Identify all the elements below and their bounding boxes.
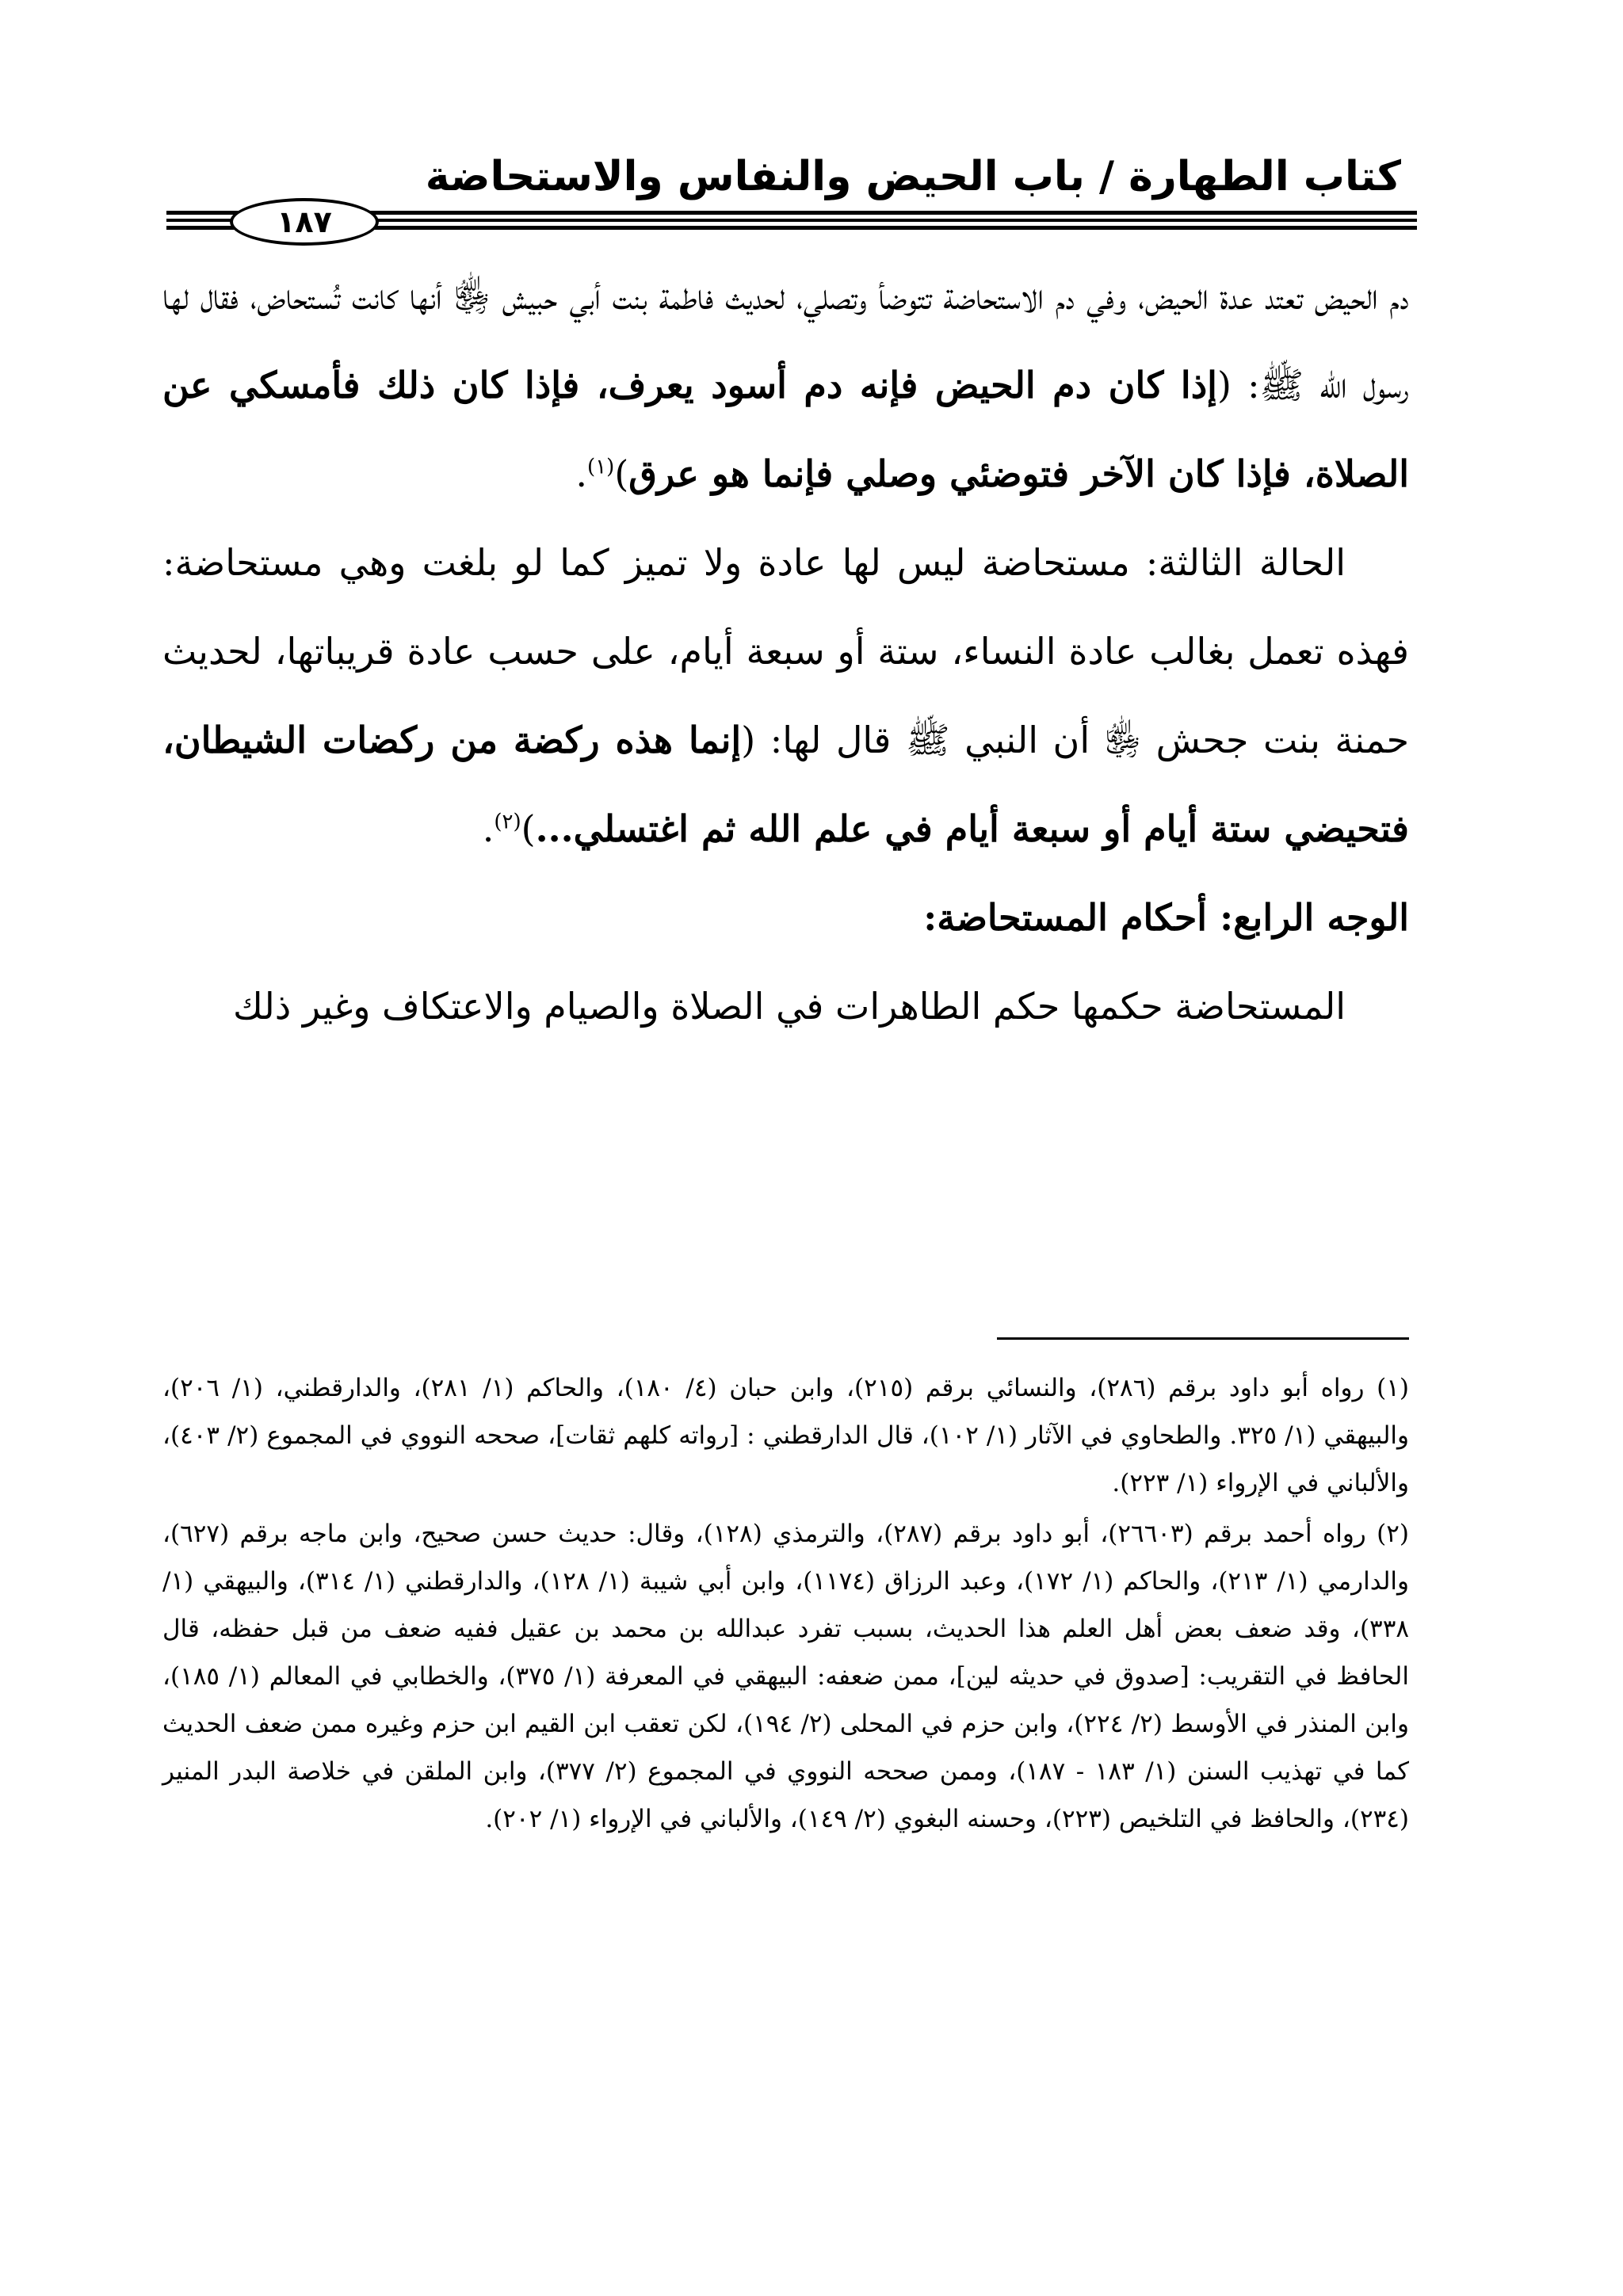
footnotes [162,1364,1409,1846]
text-run: . [575,452,588,495]
page-number: ١٨٧ [230,198,379,246]
hadith-quote: إذا كان دم الحيض فإنه دم أسود يعرف، فإذا كان ذلك فأمسكي عن الصلاة، فإذا كان الآخر فتوضئي وصلي فإنما هو عرق [162,364,1409,495]
text-run: ) [614,452,629,495]
footnote-1: (١) رواه أبو داود برقم (٢٨٦)، والنسائي برقم (٢١٥)، وابن حبان (٤/ ١٨٠)، والحاكم (١/ ٢٨١)، والدارقطني، (١/ ٢٠٦)، والبيهقي (١/ ٣٢٥. والطحاوي في الآثار (١/ ١٠٢)، قال الدارقطني : [رواته كلهم ثقات]، صححه النووي في المجموع (٢/ ٤٠٣)، والألباني في الإرواء (١/ ٢٢٣). [162,1374,1409,1497]
paragraph [162,252,1409,518]
footnote-ref-1[interactable]: (١) [587,455,615,479]
section-heading: الوجه الرابع: أحكام المستحاضة: [923,896,1409,939]
footnote-separator [997,1337,1409,1340]
text-run: ) [521,807,536,850]
paragraph [162,518,1409,873]
header-rule [166,204,1417,239]
running-header-title: كتاب الطهارة / باب الحيض والنفاس والاستحاضة [425,153,1401,200]
paragraph: المستحاضة حكمها حكم الطاهرات في الصلاة والصيام والاعتكاف وغير ذلك [232,985,1346,1028]
text-run: دم الحيض تعتد عدة الحيض، وفي دم الاستحاضة تتوضأ وتصلي، لحديث فاطمة بنت أبي حبيش ﵂ أنها كانت تُستحاض، فقال لها رسول الله ﷺ: ( [162,275,1409,406]
text-run: الحالة الثالثة: مستحاضة ليس لها عادة ولا تميز كما لو بلغت وهي مستحاضة: فهذه تعمل بغالب عادة النساء، ستة أو سبعة أيام، على حسب عادة قريباتها، لحديث حمنة بنت جحش ﵂ أن النبي ﷺ قال لها: ( [162,541,1409,761]
text-run: . [482,807,495,850]
footnote-ref-2[interactable]: (٢) [494,810,521,834]
main-text [162,252,1409,1051]
hadith-quote: إنما هذه ركضة من ركضات الشيطان، فتحيضي ستة أيام أو سبعة أيام في علم الله ثم اغتسلي... [162,719,1409,850]
footnote-2: (٢) رواه أحمد برقم (٢٦٦٠٣)، أبو داود برقم (٢٨٧)، والترمذي (١٢٨)، وقال: حديث حسن صحيح، وابن ماجه برقم (٦٢٧)، والدارمي (١/ ٢١٣)، والحاكم (١/ ١٧٢)، وعبد الرزاق (١١٧٤)، وابن أبي شيبة (١/ ١٢٨)، والدارقطني (١/ ٣١٤)، والبيهقي (١/ ٣٣٨)، وقد ضعف بعض أهل العلم هذا الحديث، بسبب تفرد عبدالله بن محمد بن عقيل ففيه ضعف من قبل حفظه، قال الحافظ في التقريب: [صدوق في حديثه لين]، ممن ضعفه: البيهقي في المعرفة (١/ ٣٧٥)، والخطابي في المعالم (١/ ١٨٥)، وابن المنذر في الأوسط (٢/ ٢٢٤)، وابن حزم في المحلى (٢/ ١٩٤)، لكن تعقب ابن القيم ابن حزم وغيره ممن ضعف الحديث كما في تهذيب السنن (١/ ١٨٣ - ١٨٧)، وممن صححه النووي في المجموع (٢/ ٣٧٧)، وابن الملقن في خلاصة البدر المنير (٢٣٤)، والحافظ في التلخيص (٢٢٣)، وحسنه البغوي (٢/ ١٤٩)، والألباني في الإرواء (١/ ٢٠٢). [162,1520,1409,1833]
